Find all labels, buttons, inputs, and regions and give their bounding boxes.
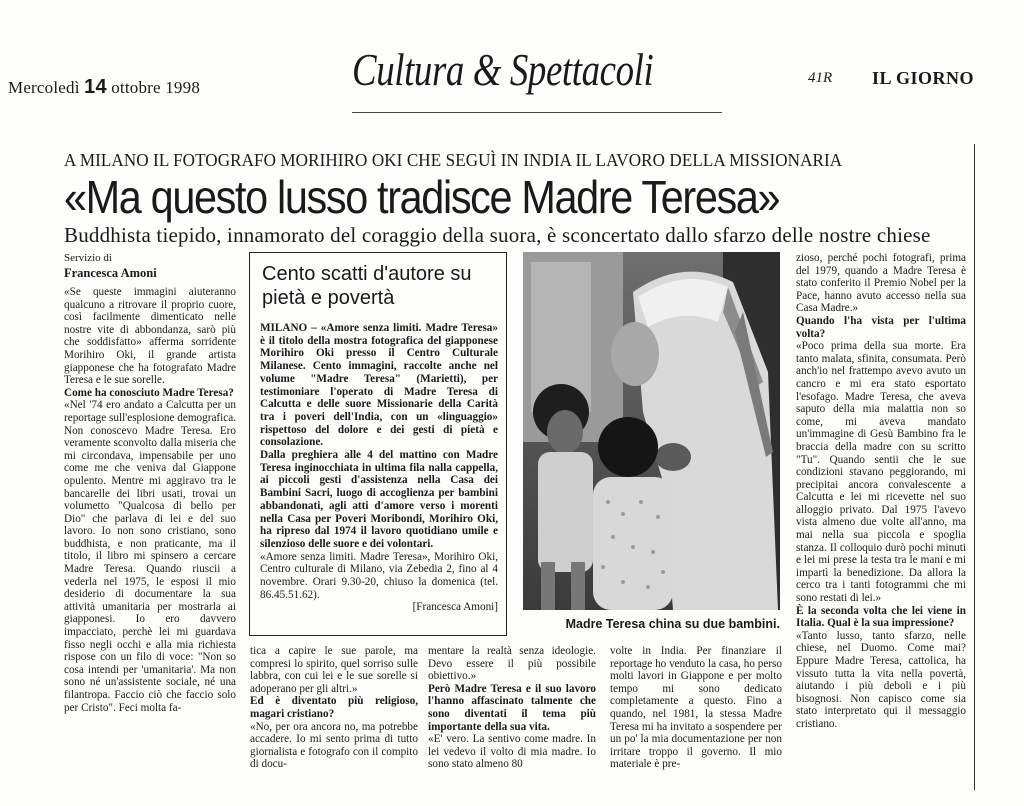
photo-image bbox=[523, 252, 780, 610]
article-column-3 bbox=[428, 645, 596, 790]
article-paragraph: zioso, perché pochi fotografi, prima del 1979, quando a Madre Teresa è stato conferito il Premio Nobel per la Pace, hanno avuto accesso nella sua Casa Madre.» bbox=[796, 252, 966, 315]
column-rule-right bbox=[974, 144, 975, 790]
interview-question: Quando l'ha vista per l'ultima volta? bbox=[796, 314, 966, 340]
photo-caption: Madre Teresa china su due bambini. bbox=[565, 617, 780, 631]
article-paragraph: «Poco prima della sua morte. Era tanto malata, sfinita, consumata. Però anch'io nel frattempo avevo avuto un cancro e mi era stato esportato l'esofago. Madre Teresa, che aveva saputo della mia malattia non so come, mi aveva mandato un'immagine di Gesù Bambino fra le braccia della madre con su scritto "Tu". Quando sentii che le sue condizioni stavano peggiorando, mi precipitai ancora convalescente a Calcutta e lei mi ricevette nel suo alloggio privato. Dal 1975 l'avevo vista almeno due volte all'anno, ma mai nella sua piccola e spoglia stanza. Il colloquio durò pochi minuti e lei mi prese la testa tra le mani e mi impartì la benedizione. Da allora la cerco tra i tanti fotogrammi che mi sono restati di lei.» bbox=[796, 340, 966, 605]
date-day: Mercoledì bbox=[8, 78, 80, 97]
article-paragraph: «Nel '74 ero andato a Calcutta per un reportage sull'esplosione demografica. Non conoscevo Madre Teresa. Ero veramente sconvolto dalla miseria che mi circondava, impensabile per uno come me che veniva dal Giappone opulento. Mentre mi aggiravo tra le bancarelle dei libri usati, trovai un volumetto "Qualcosa di bello per Dio" che parlava di lei e del suo lavoro. Io non sono cristiano, sono buddhista, e non praticante, ma il titolo, il libro mi spinsero a cercare Madre Teresa. Quando riuscii a vederla nel 1975, le esposi il mio desiderio di documentare la sua attività umanitaria per mostrarla ai giapponesi. Io ero davvero impacciato, perchè lei mi guardava fisso negli occhi e alla mia richiesta rispose con un filo di voce: "Non so cosa intendi per 'umanitaria'. Ma non sono né un'assistente sociale, né una filantropa. Faccio ciò che faccio solo per Cristo". Feci molta fa- bbox=[64, 399, 236, 714]
interview-question: È la seconda volta che lei viene in Italia. Qual è la sua impressione? bbox=[796, 604, 966, 630]
section-rule bbox=[352, 112, 722, 113]
byline-author: Francesca Amoni bbox=[64, 266, 157, 280]
article-column-2 bbox=[250, 645, 418, 790]
page-number: 41R bbox=[808, 70, 833, 86]
article-subhead: Buddhista tiepido, innamorato del coraggio della suora, è sconcertato dallo sfarzo delle nostre chiese bbox=[64, 223, 931, 247]
photo-madre-teresa bbox=[523, 252, 780, 610]
article-headline: «Ma questo lusso tradisce Madre Teresa» bbox=[64, 171, 780, 223]
article-paragraph: «Tanto lusso, tanto sfarzo, nelle chiese, nel Duomo. Come mai? Eppure Madre Teresa, cattolica, ha vissuto tutta la vita nella povertà, aiutando i più deboli e i più bisognosi. Non capisco come sia stato interpretato qui il messaggio cristiano. bbox=[796, 629, 966, 730]
sidebar-paragraph-3: «Amore senza limiti. Madre Teresa», Morihiro Oki, Centro culturale di Milano, via Zebedia 2, fino al 4 novembre. Orari 9.30-20, chiuso la domenica (tel. 86.45.51.62). bbox=[260, 550, 498, 601]
interview-question: Ed è diventato più religioso, magari cristiano? bbox=[250, 695, 418, 720]
byline-label: Servizio di bbox=[64, 252, 112, 264]
article-column-4 bbox=[610, 645, 782, 790]
sidebar-text bbox=[260, 322, 498, 632]
date-number: 14 bbox=[84, 76, 107, 98]
interview-question: Però Madre Teresa e il suo lavoro l'hanno affascinato talmente che sono diventati il tema più importante della sua vita. bbox=[428, 682, 596, 733]
article-column-5 bbox=[796, 252, 966, 790]
article-paragraph: tica a capire le sue parole, ma compresi lo spirito, quel sorriso sulle labbra, con cui lei e le sue sorelle si adoperano per gli altri.» bbox=[250, 645, 418, 695]
newspaper-name: IL GIORNO bbox=[872, 68, 975, 88]
date-month-year: ottobre 1998 bbox=[111, 78, 201, 97]
article-paragraph: «E' vero. La sentivo come madre. In lei vedevo il volto di mia madre. Io sono stato almeno 80 bbox=[428, 733, 596, 771]
article-paragraph: «Se queste immagini aiuteranno qualcuno a ritrovare il proprio cuore, così facilmente dimenticato nelle nostre vite di abbondanza, sarò più che soddisfatto» afferma sorridente Morihiro Oki, il grande artista giapponese che ha fotografato Madre Teresa e le sue sorelle. bbox=[64, 286, 236, 387]
article-column-1 bbox=[64, 286, 236, 786]
article-paragraph: mentare la realtà senza ideologie. Devo essere il più possibile obiettivo.» bbox=[428, 645, 596, 683]
masthead-date bbox=[8, 76, 200, 99]
sidebar-title: Cento scatti d'autore su pietà e povertà bbox=[262, 263, 472, 309]
article-paragraph: «No, per ora ancora no, ma potrebbe accadere. Io mi sento prima di tutto giornalista e fotografo con il compito di docu- bbox=[250, 720, 418, 771]
article-kicker: A MILANO IL FOTOGRAFO MORIHIRO OKI CHE SEGUÌ IN INDIA IL LAVORO DELLA MISSIONARIA bbox=[64, 150, 843, 170]
article-paragraph: volte in India. Per finanziare il reportage ho venduto la casa, ho perso molti lavori in Giappone e per molto tempo mi sono dedicato completamente a questo. Fino a quando, nel 1981, la stessa Madre Teresa mi ha invitato a sospendere per un po' la mia documentazione per non irritare troppo il governo. Il mio materiale è pre- bbox=[610, 645, 782, 771]
sidebar-signature: [Francesca Amoni] bbox=[412, 601, 498, 614]
section-title: Cultura & Spettacoli bbox=[352, 45, 654, 95]
sidebar-paragraph-1: MILANO – «Amore senza limiti. Madre Teresa» è il titolo della mostra fotografica del giapponese Morihiro Oki presso il Centro Culturale Milanese. Cento immagini, raccolte anche nel volume "Madre Teresa" (Marietti), per testimoniare l'operato di Madre Teresa di Calcutta e delle suore Missionarie della Carità tra i poveri dell'India, con un «linguaggio» rispettoso del dolore e dei gesti di pietà e consolazione. bbox=[260, 322, 498, 449]
interview-question: Come ha conosciuto Madre Teresa? bbox=[64, 386, 234, 399]
sidebar-paragraph-2: Dalla preghiera alle 4 del mattino con Madre Teresa inginocchiata in ultima fila nalla cappella, ai piccoli gesti d'assistenza nella Casa dei Bambini Sacri, luogo di accoglienza per bambini abbandonati, agli atti d'amore verso i morenti nella Casa per Poveri Moribondi, Morihiro Oki, ha ripreso dal 1974 il lavoro quotidiano umile e silenzioso delle suore e dei volontari. bbox=[260, 449, 498, 550]
